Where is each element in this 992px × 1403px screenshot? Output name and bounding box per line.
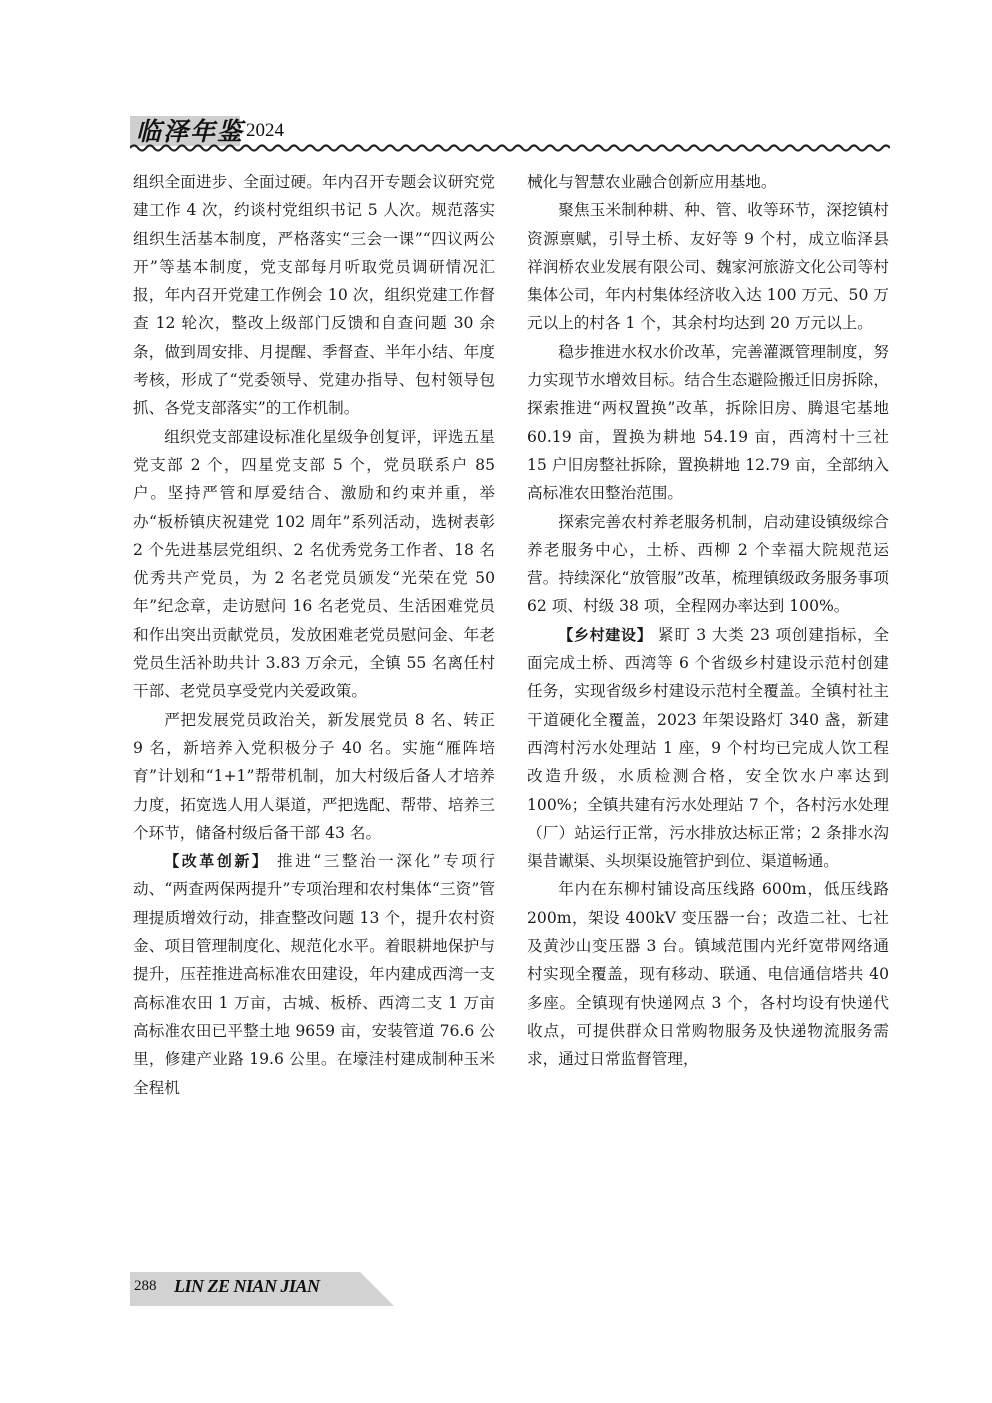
paragraph-text: 推进“三整治一深化”专项行动、“两查两保两提升”专项治理和农村集体“三资”管理提质增效行动，排查整改问题 13 个，提升农村资金、项目管理制度化、规范化水平。着眼耕地保护与提升，压茬推进高标准农田建设，年内建成西湾一支高标准农田 1 万亩，古城、板桥、西湾二支 1 万亩高标准农田已平整土地 9659 亩，安装管道 76.6 公里，修建产业路 19.6 公里。在壕洼村建成制种玉米全程机 xyxy=(133,852,495,1097)
left-text-column xyxy=(133,168,495,1102)
continued-paragraph xyxy=(527,168,889,196)
section-keyword: 【乡村建设】 xyxy=(558,625,653,644)
paragraph xyxy=(133,423,495,706)
paragraph-text: 组织党支部建设标准化星级争创复评，评选五星党支部 2 个，四星党支部 5 个，党员联系户 85 户。坚持严管和厚爱结合、激励和约束并重，举办“板桥镇庆祝建党 102 周年”系列活动，选树表彰 2 个先进基层党组织、2 名优秀党务工作者、18 名优秀共产党员，为 2 名老党员颁发“光荣在党 50 年”纪念章，走访慰问 16 名老党员、生活困难党员和作出突出贡献党员，发放困难老党员慰问金、年老党员生活补助共计 3.83 万余元，全镇 55 名离任村干部、老党员享受党内关爱政策。 xyxy=(133,427,495,701)
paragraph xyxy=(527,508,889,621)
yearbook-title: 临泽年鉴 xyxy=(136,117,245,146)
paragraph-text: 组织全面进步、全面过硬。年内召开专题会议研究党建工作 4 次，约谈村党组织书记 5 人次。规范落实组织生活基本制度，严格落实“三会一课”“四议两公开”等基本制度，党支部每月听取党员调研情况汇报，年内召开党建工作例会 10 次，组织党建工作督查 12 轮次，整改上级部门反馈和自查问题 30 余条，做到周安排、月提醒、季督查、半年小结、年度考核，形成了“党委领导、党建办指导、包村领导包抓、各党支部落实”的工作机制。 xyxy=(133,173,495,418)
paragraph-text: 械化与智慧农业融合创新应用基地。 xyxy=(527,173,777,191)
paragraph xyxy=(527,875,889,1073)
paragraph xyxy=(133,706,495,847)
paragraph-text: 紧盯 3 大类 23 项创建指标，全面完成土桥、西湾等 6 个省级乡村建设示范村创建任务，实现省级乡村建设示范村全覆盖。全镇村社主干道硬化全覆盖，2023 年架设路灯 340 盏，新建西湾村污水处理站 1 座，9 个村均已完成人饮工程改造升级，水质检测合格，安全饮水户率达到 100%；全镇共建有污水处理站 7 个，各村污水处理（厂）站运行正常，污水排放达标正常；2 条排水沟渠昔谳渠、头坝渠设施管护到位、渠道畅通。 xyxy=(527,625,889,871)
right-text-column xyxy=(527,168,889,1074)
header-wave-divider xyxy=(130,142,890,154)
yearbook-year: 2024 xyxy=(246,120,284,141)
section-paragraph xyxy=(527,621,889,876)
paragraph-text: 严把发展党员政治关，新发展党员 8 名、转正 9 名，新培养入党积极分子 40 名。实施“雁阵培育”计划和“1+1”帮带机制，加大村级后备人才培养力度，拓宽选人用人渠道，严把选配、帮带、培养三个环节，储备村级后备干部 43 名。 xyxy=(133,710,495,842)
paragraph-text: 年内在东柳村铺设高压线路 600m，低压线路 200m，架设 400kV 变压器一台；改造二社、七社及黄沙山变压器 3 台。镇域范围内光纤宽带网络通村实现全覆盖，现有移动、联通、电信通信塔共 40 多座。全镇现有快递网点 3 个，各村均设有快递代收点，可提供群众日常购物服务及快递物流服务需求，通过日常监督管理， xyxy=(527,880,889,1069)
paragraph-text: 稳步推进水权水价改革，完善灌溉管理制度，努力实现节水增效目标。结合生态避险搬迁旧房拆除，探索推进“两权置换”改革，拆除旧房、腾退宅基地 60.19 亩，置换为耕地 54.19 亩，西湾村十三社 15 户旧房整社拆除，置换耕地 12.79 亩，全部纳入高标准农田整治范围。 xyxy=(527,342,889,503)
page-number: 288 xyxy=(134,1278,157,1294)
paragraph xyxy=(527,338,889,508)
paragraph-text: 聚焦玉米制种耕、种、管、收等环节，深挖镇村资源禀赋，引导土桥、友好等 9 个村，成立临泽县祥润桥农业发展有限公司、魏家河旅游文化公司等村集体公司，年内村集体经济收入达 100 万元、50 万元以上的村各 1 个，其余村均达到 20 万元以上。 xyxy=(527,201,889,333)
continued-paragraph xyxy=(133,168,495,423)
section-keyword: 【改革创新】 xyxy=(164,852,270,871)
paragraph xyxy=(527,196,889,337)
section-paragraph xyxy=(133,847,495,1102)
publication-name: LIN ZE NIAN JIAN xyxy=(174,1276,320,1296)
paragraph-text: 探索完善农村养老服务机制，启动建设镇级综合养老服务中心，土桥、西柳 2 个幸福大院规范运营。持续深化“放管服”改革，梳理镇级政务服务事项 62 项、村级 38 项，全程网办率达到 100%。 xyxy=(527,512,889,616)
